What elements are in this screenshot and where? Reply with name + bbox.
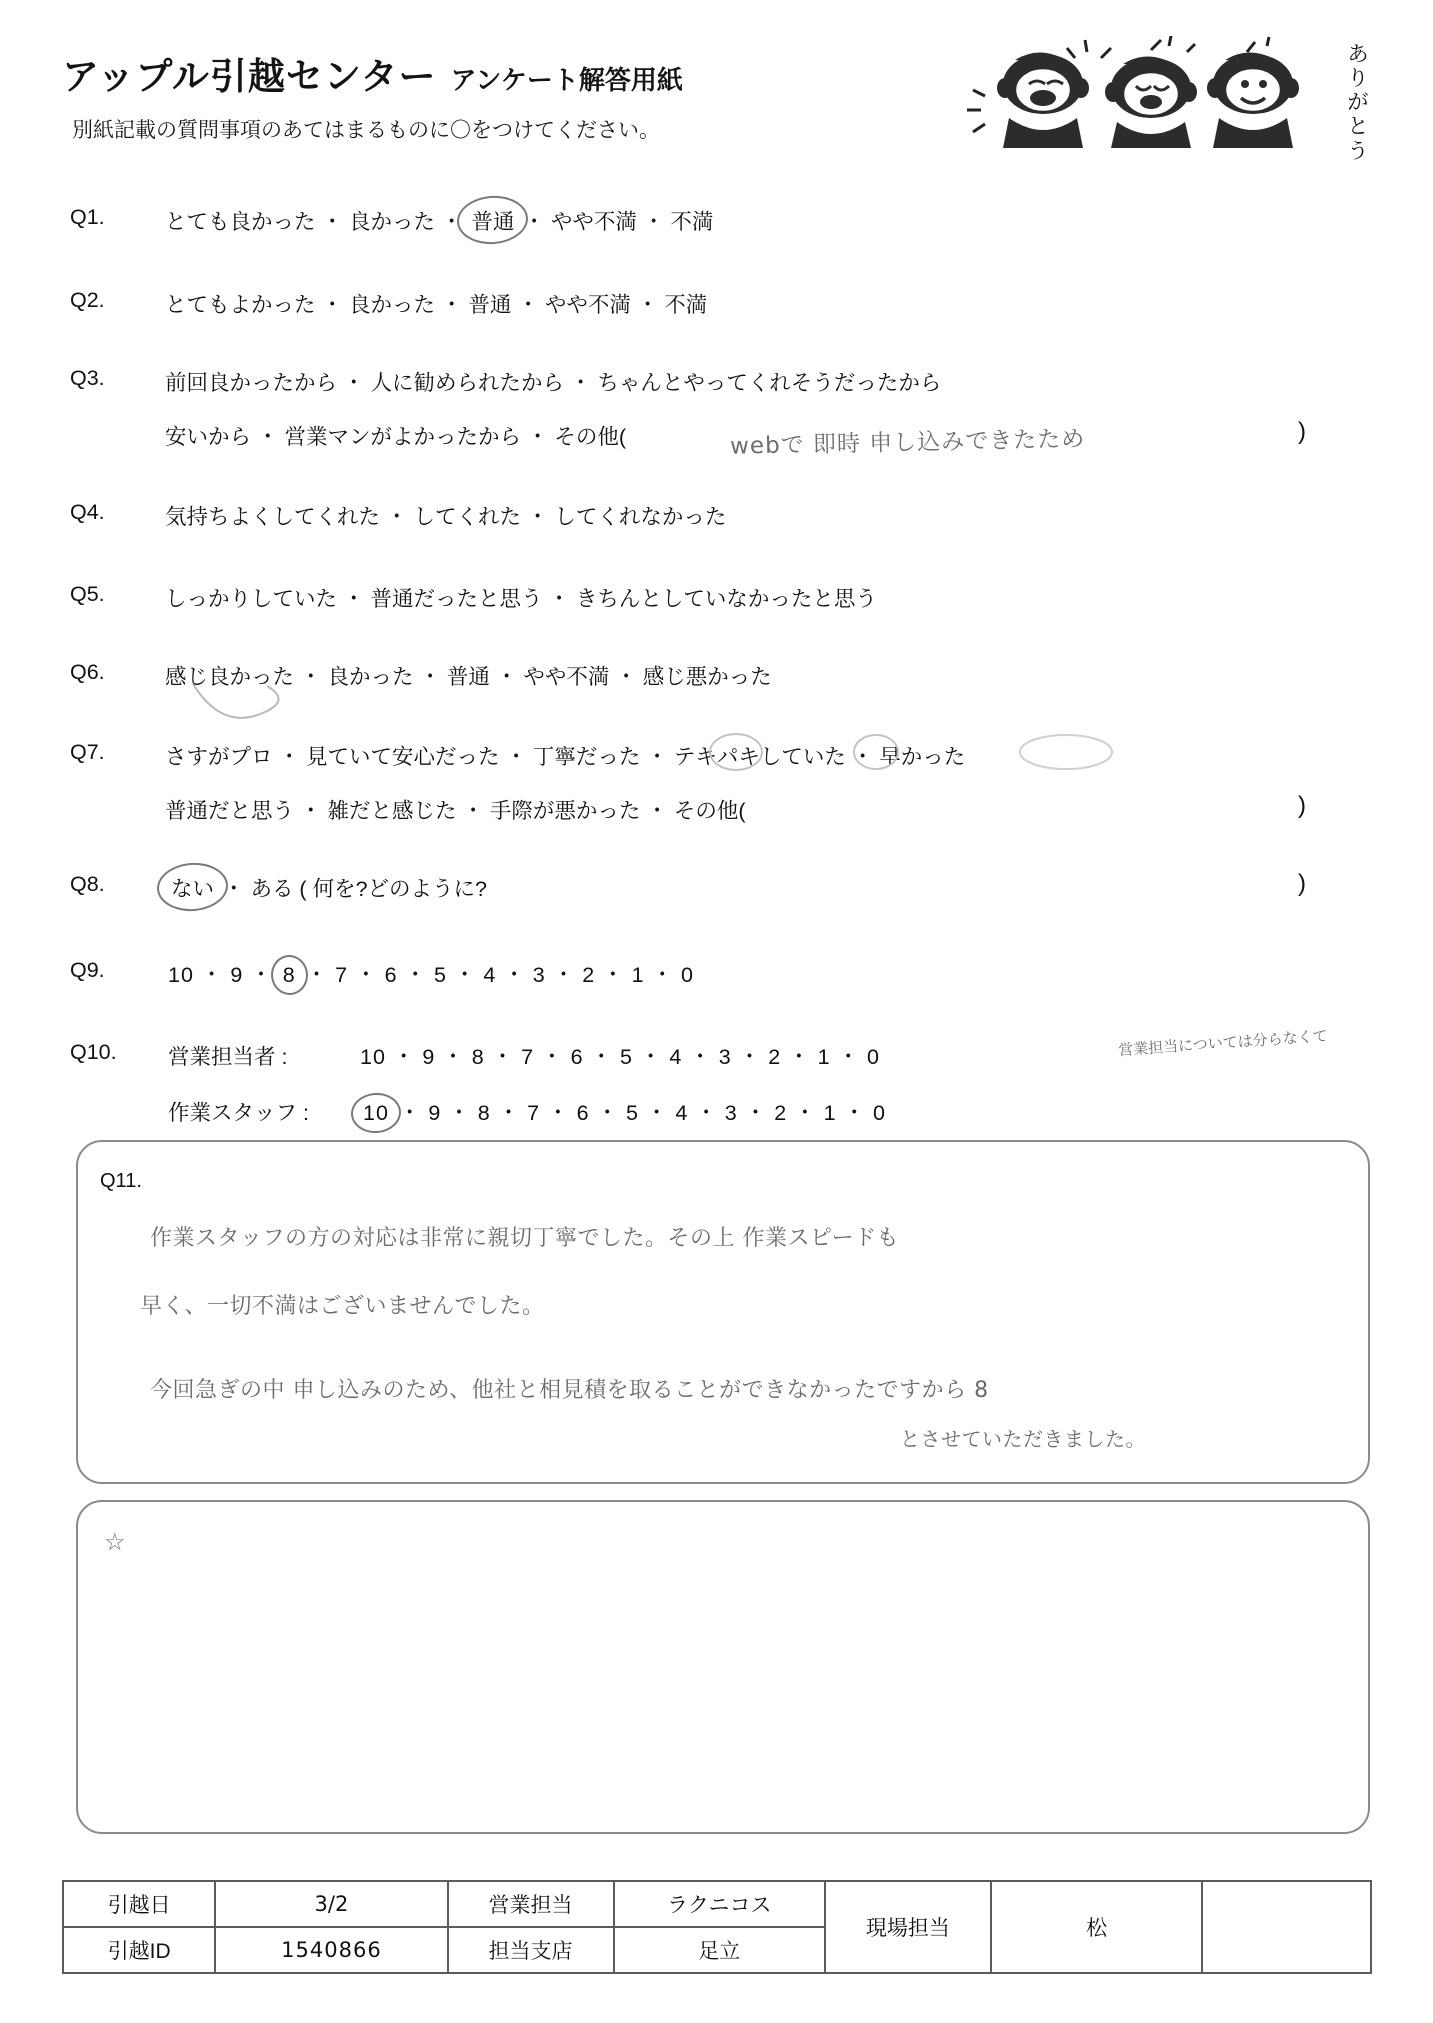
move-id-header: 引越ID — [63, 1927, 215, 1973]
q3-options-line1[interactable]: 前回良かったから ・ 人に勧められたから ・ ちゃんとやってくれそうだったから — [165, 371, 942, 395]
q7-close-paren: ) — [1298, 792, 1306, 819]
move-date-header: 引越日 — [63, 1881, 215, 1927]
q5-id: Q5. — [70, 582, 105, 606]
q7-faint-marks-2 — [1000, 728, 1140, 778]
q11-handwritten-line-2: 早く、一切不満はございませんでした。 — [140, 1294, 545, 1319]
instruction-text: 別紙記載の質問事項のあてはまるものに〇をつけてください。 — [72, 119, 660, 142]
q3-id: Q3. — [70, 366, 105, 390]
q9-scale-pre: 10 ・ 9 ・ — [168, 963, 280, 987]
branch-value[interactable]: 足立 — [614, 1927, 825, 1973]
document-subtitle: アンケート解答用紙 — [450, 65, 683, 95]
q10-staff-selected-score[interactable]: 10 — [360, 1101, 392, 1126]
q11-handwritten-line-4: とさせていただきました。 — [900, 1427, 1146, 1451]
move-date-value[interactable]: 3/2 — [215, 1881, 447, 1927]
q10-id: Q10. — [70, 1040, 117, 1064]
q7-faint-marks — [700, 728, 930, 778]
q7-options-line1[interactable]: さすがプロ ・ 見ていて安心だった ・ 丁寧だった ・ テキパキしていた ・ 早かった — [165, 745, 966, 769]
table-row — [63, 1881, 1371, 1927]
q10-sales-label: 営業担当者 : — [168, 1045, 288, 1069]
q8-options — [168, 872, 487, 903]
q3-close-paren: ) — [1298, 418, 1306, 445]
q6-id: Q6. — [70, 660, 105, 684]
q10-side-note: 営業担当については分らなくて — [1117, 1026, 1329, 1060]
q1-id: Q1. — [70, 205, 105, 229]
mascot-illustration — [955, 36, 1375, 171]
move-id-value[interactable]: 1540866 — [215, 1927, 447, 1973]
q8-options-post: ・ ある ( 何を?どのように? — [217, 877, 487, 901]
q10-staff-label: 作業スタッフ : — [168, 1101, 309, 1125]
q2-options[interactable]: とてもよかった ・ 良かった ・ 普通 ・ やや不満 ・ 不満 — [165, 293, 708, 317]
q1-options-pre: とても良かった ・ 良かった ・ — [165, 210, 469, 234]
q6-options[interactable]: 感じ良かった ・ 良かった ・ 普通 ・ やや不満 ・ 感じ悪かった — [165, 665, 772, 689]
q1-selected-option[interactable]: 普通 — [468, 205, 517, 236]
q3-options-line2[interactable]: 安いから ・ 営業マンがよかったから ・ その他( — [165, 425, 627, 449]
q4-id: Q4. — [70, 500, 105, 524]
q9-selected-score[interactable]: 8 — [280, 963, 299, 988]
q8-close-paren: ) — [1298, 870, 1306, 897]
stray-pencil-mark — [185, 676, 305, 736]
q1-options-post: ・ やや不満 ・ 不満 — [517, 210, 714, 234]
thanks-vertical-text: ありがとう — [1347, 42, 1369, 163]
q8-id: Q8. — [70, 872, 105, 896]
q11-label: Q11. — [100, 1170, 142, 1192]
q9-id: Q9. — [70, 958, 105, 982]
q10-sales-scale[interactable]: 10 ・ 9 ・ 8 ・ 7 ・ 6 ・ 5 ・ 4 ・ 3 ・ 2 ・ 1 ・ 0 — [360, 1045, 880, 1069]
star-icon: ☆ — [104, 1529, 126, 1556]
footer-info-table — [62, 1880, 1372, 1974]
site-manager-stamp[interactable]: 松 — [991, 1881, 1202, 1973]
q11-handwritten-line-1: 作業スタッフの方の対応は非常に親切丁寧でした。その上 作業スピードも — [150, 1226, 900, 1251]
q9-scale — [168, 958, 694, 989]
q7-options-line2[interactable]: 普通だと思う ・ 雑だと感じた ・ 手際が悪かった ・ その他( — [165, 799, 746, 823]
q1-options — [165, 205, 713, 236]
q10-staff-scale — [360, 1096, 886, 1127]
q9-scale-post: ・ 7 ・ 6 ・ 5 ・ 4 ・ 3 ・ 2 ・ 1 ・ 0 — [298, 963, 694, 987]
sales-rep-header: 営業担当 — [448, 1881, 614, 1927]
q4-options[interactable]: 気持ちよくしてくれた ・ してくれた ・ してくれなかった — [165, 505, 727, 529]
q8-selected-option[interactable]: ない — [168, 872, 217, 903]
q2-id: Q2. — [70, 288, 105, 312]
q11-handwritten-line-3: 今回急ぎの中 申し込みのため、他社と相見積を取ることができなかったですから 8 — [150, 1378, 989, 1403]
q10-staff-scale-rest: ・ 9 ・ 8 ・ 7 ・ 6 ・ 5 ・ 4 ・ 3 ・ 2 ・ 1 ・ 0 — [391, 1101, 886, 1125]
site-manager-header: 現場担当 — [825, 1881, 991, 1973]
monkey-characters-icon — [955, 36, 1375, 171]
empty-cell[interactable] — [1202, 1881, 1371, 1973]
free-comment-box[interactable] — [76, 1500, 1370, 1834]
company-name: アップル引越センター — [62, 56, 437, 97]
q5-options[interactable]: しっかりしていた ・ 普通だったと思う ・ きちんとしていなかったと思う — [165, 587, 877, 611]
q7-id: Q7. — [70, 740, 105, 764]
sales-rep-value[interactable]: ラクニコス — [614, 1881, 825, 1927]
branch-header: 担当支店 — [448, 1927, 614, 1973]
q3-handwritten-answer: webで 即時 申し込みできたため — [729, 426, 1086, 460]
